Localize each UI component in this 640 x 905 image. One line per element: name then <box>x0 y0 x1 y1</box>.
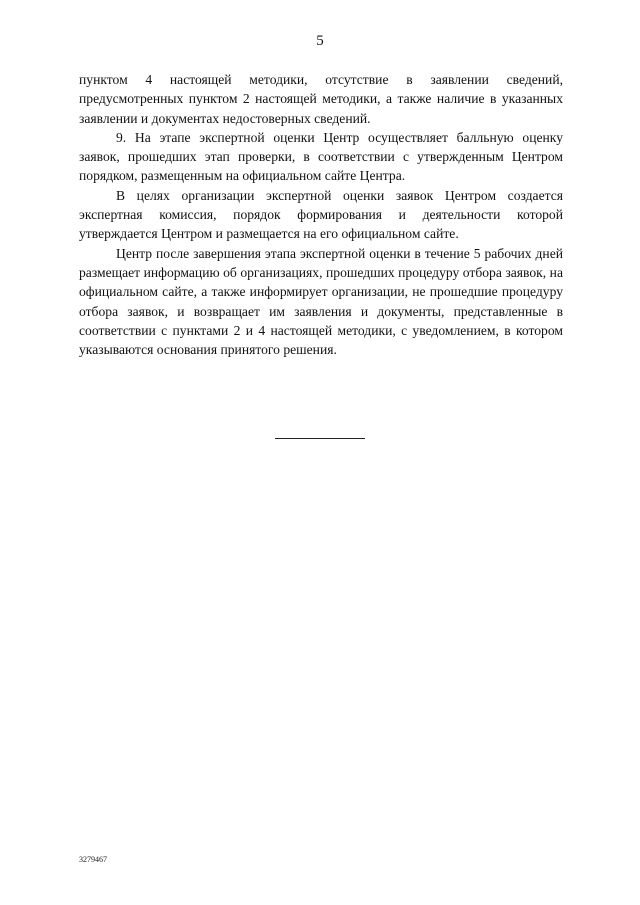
document-code: 3279467 <box>79 855 107 864</box>
paragraph-item-9: 9. На этапе экспертной оценки Центр осуществляет балльную оценку заявок, прошедших этап проверки, в соответствии с утвержденным Центром порядком, размещенным на официальном сайте Центра. <box>79 129 563 184</box>
paragraph-expert-commission: В целях организации экспертной оценки заявок Центром создается экспертная комиссия, порядок формирования и деятельности которой утверждается Центром и размещается на его официальном сайте. <box>79 187 563 242</box>
end-separator-line <box>275 438 365 439</box>
paragraph-results-publication: Центр после завершения этапа экспертной оценки в течение 5 рабочих дней размещает информацию об организациях, прошедших процедуру отбора заявок, на официальном сайте, а также информирует организации, не прошедшие процедуру отбора заявок, и возвращает им заявления и документы, представленные в соответствии с пунктами 2 и 4 настоящей методики, с уведомлением, в котором указываются основания принятого решения. <box>79 245 563 358</box>
paragraph-continuation: пунктом 4 настоящей методики, отсутствие в заявлении сведений, предусмотренных пунктом 2 настоящей методики, а также наличие в указанных заявлении и документах недостоверных сведений. <box>79 72 563 126</box>
page-number: 5 <box>316 33 324 49</box>
document-body <box>79 70 563 359</box>
